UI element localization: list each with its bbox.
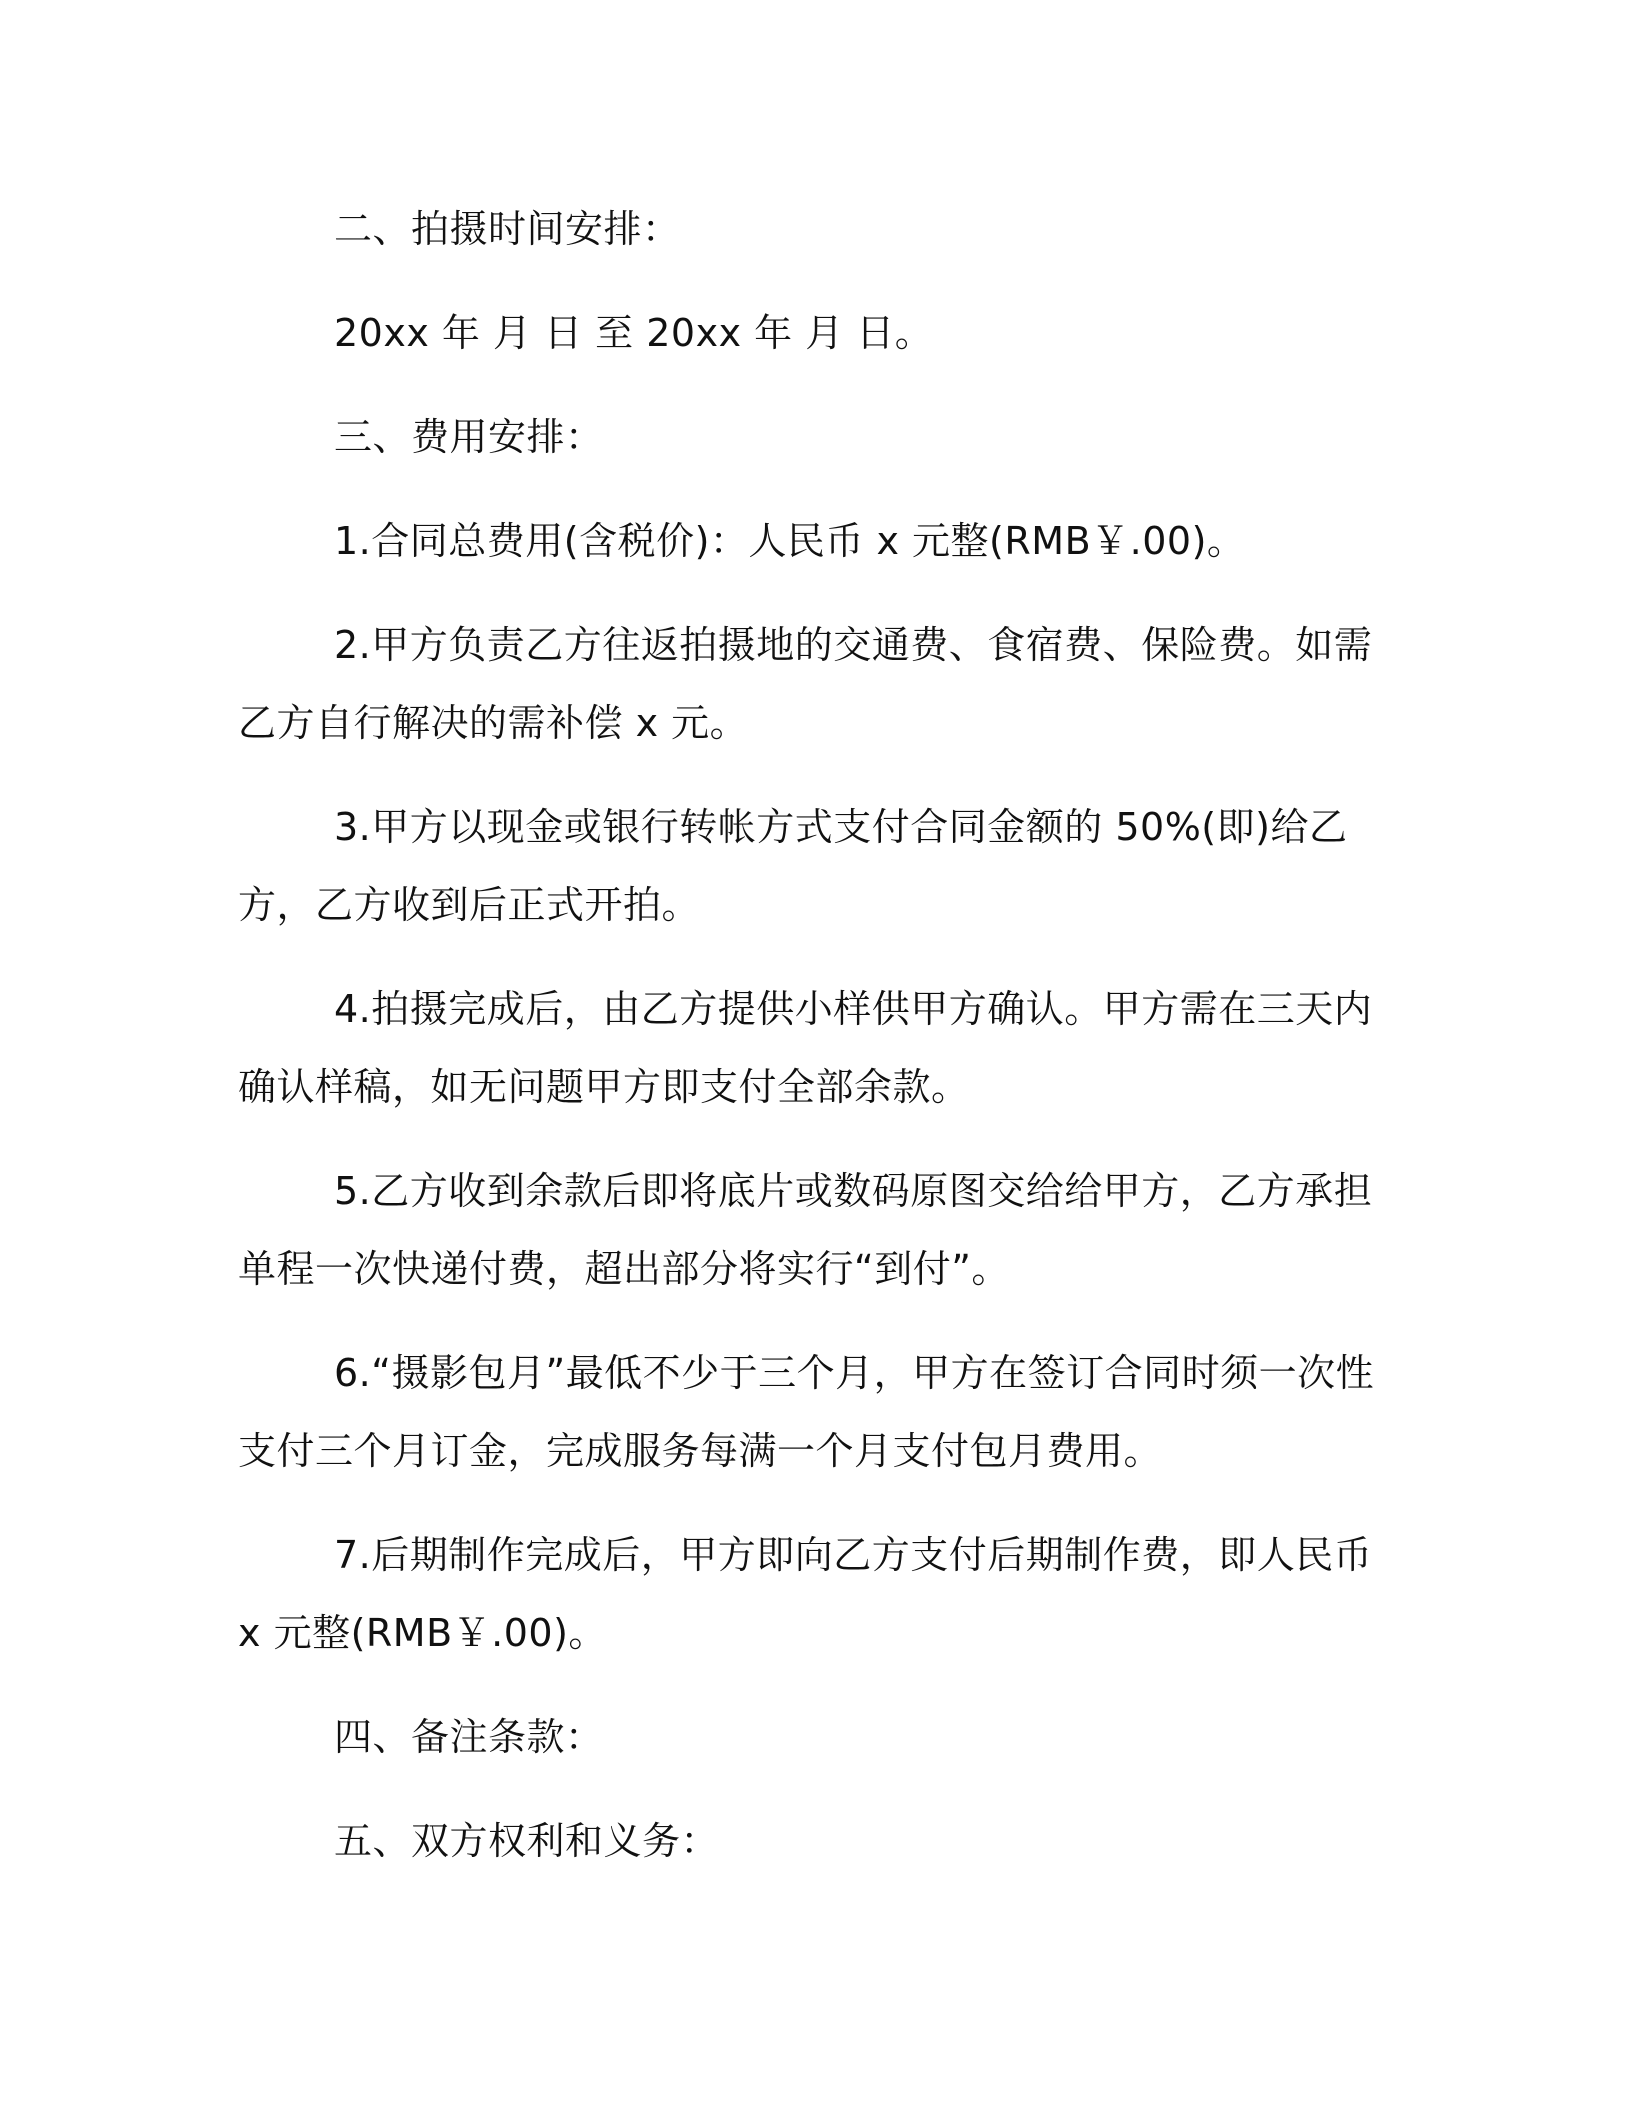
fee-clause-6: 6.“摄影包月”最低不少于三个月，甲方在签订合同时须一次性支付三个月订金，完成服务每满一个月支付包月费用。 bbox=[238, 1351, 1375, 1473]
section-heading-schedule: 二、拍摄时间安排： bbox=[334, 207, 681, 251]
fee-clause-2: 2.甲方负责乙方往返拍摄地的交通费、食宿费、保险费。如需乙方自行解决的需补偿 x 元。 bbox=[238, 623, 1373, 745]
section-heading-remarks: 四、备注条款： bbox=[334, 1715, 604, 1759]
schedule-date-range: 20xx 年 月 日 至 20xx 年 月 日。 bbox=[334, 311, 934, 355]
document-body bbox=[238, 190, 1378, 1880]
section-heading-rights: 五、双方权利和义务： bbox=[334, 1819, 720, 1863]
section-heading-fees: 三、费用安排： bbox=[334, 415, 604, 459]
fee-clause-1: 1.合同总费用(含税价)：人民币 x 元整(RMB￥.00)。 bbox=[334, 519, 1246, 563]
fee-clause-7: 7.后期制作完成后，甲方即向乙方支付后期制作费，即人民币 x 元整(RMB￥.00)。 bbox=[238, 1533, 1373, 1655]
fee-clause-3: 3.甲方以现金或银行转帐方式支付合同金额的 50%(即)给乙方，乙方收到后正式开拍。 bbox=[238, 805, 1348, 927]
fee-clause-4: 4.拍摄完成后，由乙方提供小样供甲方确认。甲方需在三天内确认样稿，如无问题甲方即支付全部余款。 bbox=[238, 987, 1373, 1109]
fee-clause-5: 5.乙方收到余款后即将底片或数码原图交给给甲方，乙方承担单程一次快递付费，超出部分将实行“到付”。 bbox=[238, 1169, 1373, 1291]
